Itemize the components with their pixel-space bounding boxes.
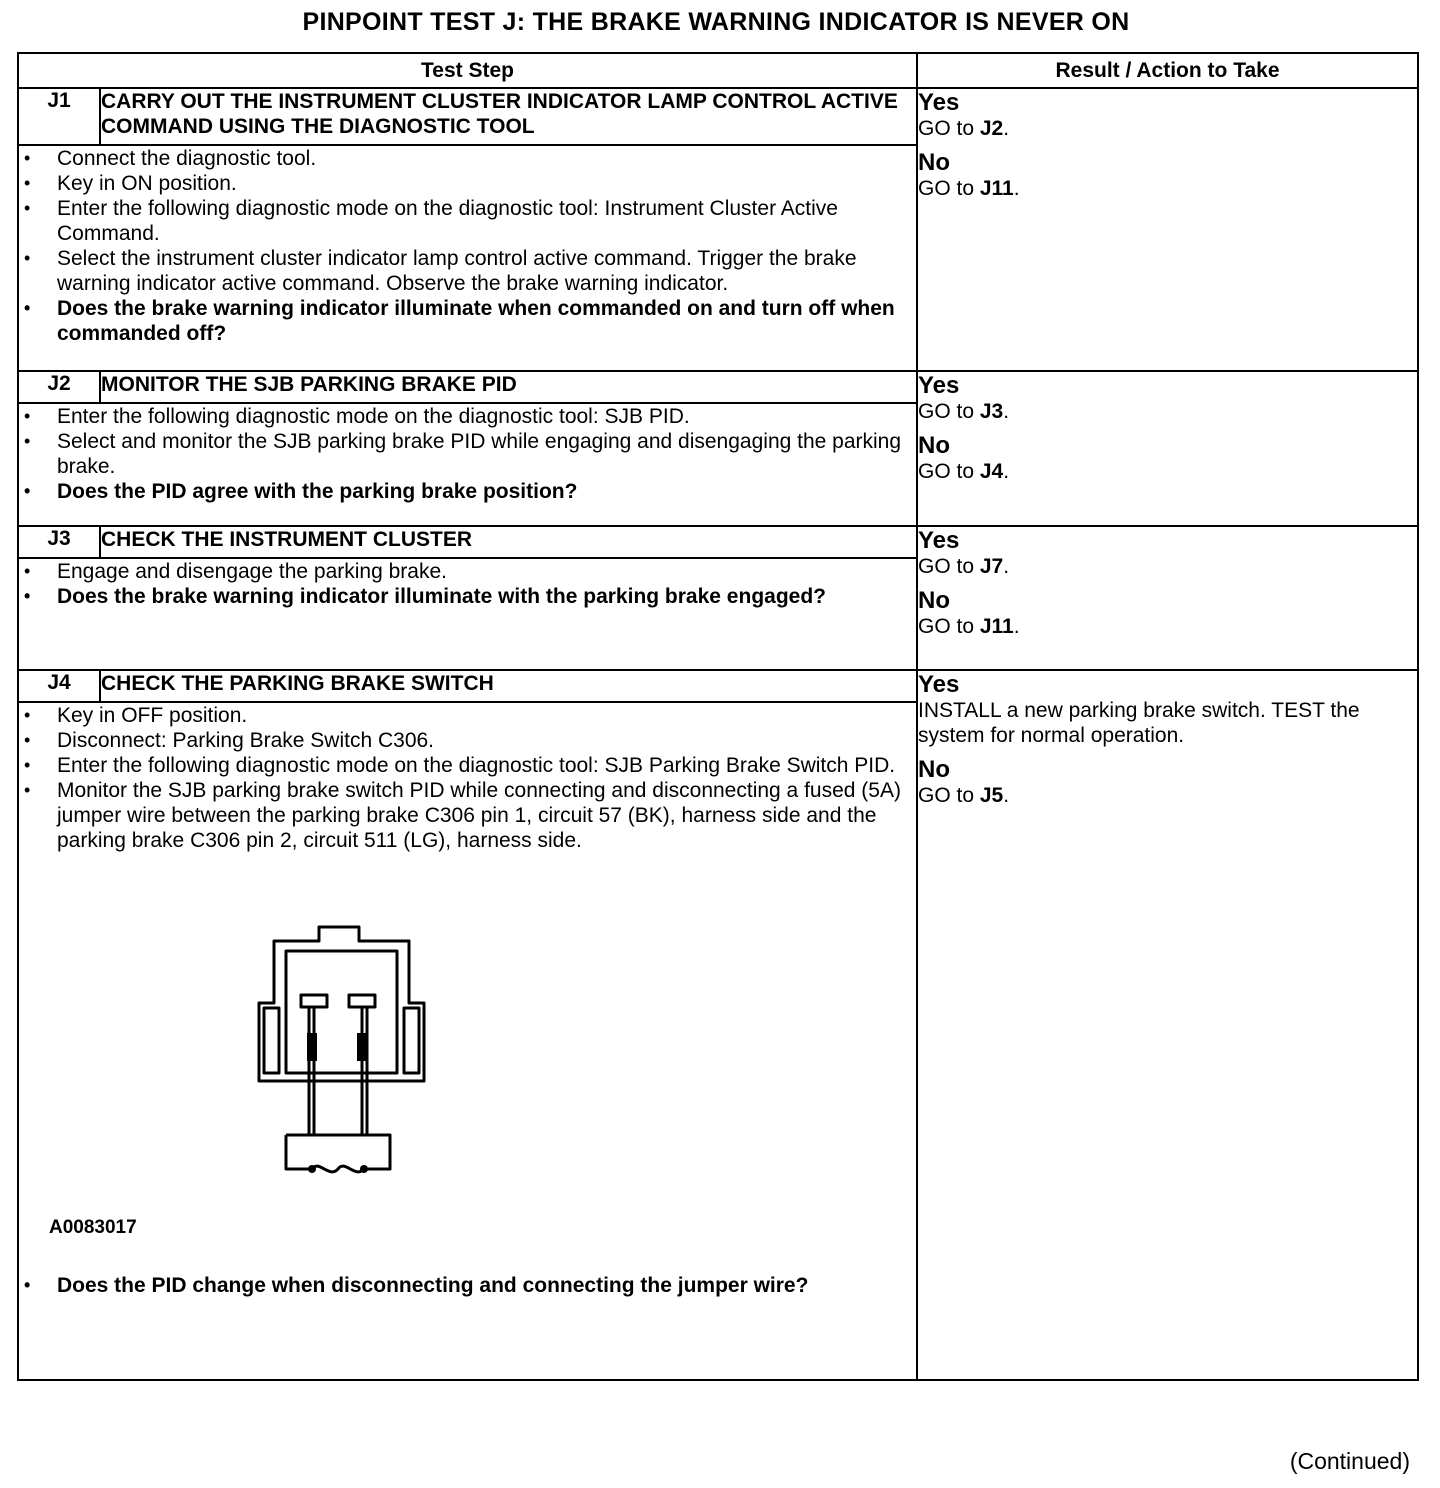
step-j2-result (917, 371, 1418, 526)
no-label: No (918, 756, 950, 783)
yes-label: Yes (918, 527, 960, 554)
no-action: GO to J5. (918, 784, 1010, 807)
list-item: • Select and monitor the SJB parking brake PID while engaging and disengaging the parking brake. (19, 429, 916, 479)
step-heading: CARRY OUT THE INSTRUMENT CLUSTER INDICATOR LAMP CONTROL ACTIVE COMMAND USING THE DIAGNOSTIC TOOL (100, 88, 917, 145)
no-action: GO to J11. (918, 177, 1020, 200)
list-item: • Enter the following diagnostic mode on the diagnostic tool: Instrument Cluster Active Command. (19, 196, 916, 246)
continued-note: (Continued) (1289, 1448, 1410, 1474)
list-item: • Enter the following diagnostic mode on the diagnostic tool: SJB Parking Brake Switch PID. (19, 753, 916, 778)
step-body (18, 558, 917, 670)
step-question: • Does the brake warning indicator illuminate with the parking brake engaged? (19, 584, 916, 609)
yes-action: INSTALL a new parking brake switch. TEST the system for normal operation. (918, 699, 1360, 747)
no-label: No (918, 149, 950, 176)
yes-label: Yes (918, 671, 960, 698)
step-body (18, 145, 917, 371)
step-question: • Does the PID change when disconnecting and connecting the jumper wire? (19, 1273, 916, 1298)
step-heading: MONITOR THE SJB PARKING BRAKE PID (100, 371, 917, 403)
list-item: • Monitor the SJB parking brake switch PID while connecting and disconnecting a fused (5A) jumper wire between the parking brake C306 pin 1, circuit 57 (BK), harness side and the parking brake C306 pin 2, circuit 511 (LG), harness side. (19, 778, 916, 853)
step-j3-heading-row (18, 526, 1418, 558)
step-j3-result (917, 526, 1418, 670)
step-j1-result (917, 88, 1418, 371)
list-item: • Connect the diagnostic tool. (19, 146, 916, 171)
yes-label: Yes (918, 372, 960, 399)
terminal-pin-2 (357, 1033, 367, 1061)
column-header-test-step: Test Step (18, 53, 917, 88)
step-j1-heading-row (18, 88, 1418, 145)
step-question: • Does the brake warning indicator illuminate when commanded on and turn off when commanded off? (19, 296, 916, 346)
step-id: J1 (18, 88, 100, 145)
list-item: • Disconnect: Parking Brake Switch C306. (19, 728, 916, 753)
yes-action: GO to J7. (918, 555, 1010, 578)
connector-diagram (19, 853, 916, 1273)
step-id: J3 (18, 526, 100, 558)
figure-id: A0083017 (49, 1217, 137, 1238)
table-header-row (18, 53, 1418, 88)
no-action: GO to J4. (918, 460, 1010, 483)
step-id: J4 (18, 670, 100, 702)
no-action: GO to J11. (918, 615, 1020, 638)
list-item: • Select the instrument cluster indicator lamp control active command. Trigger the brake warning indicator active command. Observe the brake warning indicator. (19, 246, 916, 296)
no-label: No (918, 432, 950, 459)
step-heading: CHECK THE PARKING BRAKE SWITCH (100, 670, 917, 702)
list-item: • Enter the following diagnostic mode on the diagnostic tool: SJB PID. (19, 404, 916, 429)
yes-label: Yes (918, 89, 960, 116)
step-body (18, 702, 917, 1380)
no-label: No (918, 587, 950, 614)
page-title: PINPOINT TEST J: THE BRAKE WARNING INDICATOR IS NEVER ON (302, 8, 1130, 36)
step-question: • Does the PID agree with the parking brake position? (19, 479, 916, 504)
yes-action: GO to J3. (918, 400, 1010, 423)
step-j4-result (917, 670, 1418, 1380)
terminal-pin-1 (307, 1033, 317, 1061)
step-j2-heading-row (18, 371, 1418, 403)
pinpoint-test-table (17, 52, 1419, 1381)
list-item: • Key in ON position. (19, 171, 916, 196)
yes-action: GO to J2. (918, 117, 1010, 140)
step-body (18, 403, 917, 526)
connector-jumper-illustration (249, 923, 439, 1203)
list-item: • Engage and disengage the parking brake. (19, 559, 916, 584)
list-item: • Key in OFF position. (19, 703, 916, 728)
step-id: J2 (18, 371, 100, 403)
step-heading: CHECK THE INSTRUMENT CLUSTER (100, 526, 917, 558)
column-header-result: Result / Action to Take (917, 53, 1418, 88)
step-j4-heading-row (18, 670, 1418, 702)
